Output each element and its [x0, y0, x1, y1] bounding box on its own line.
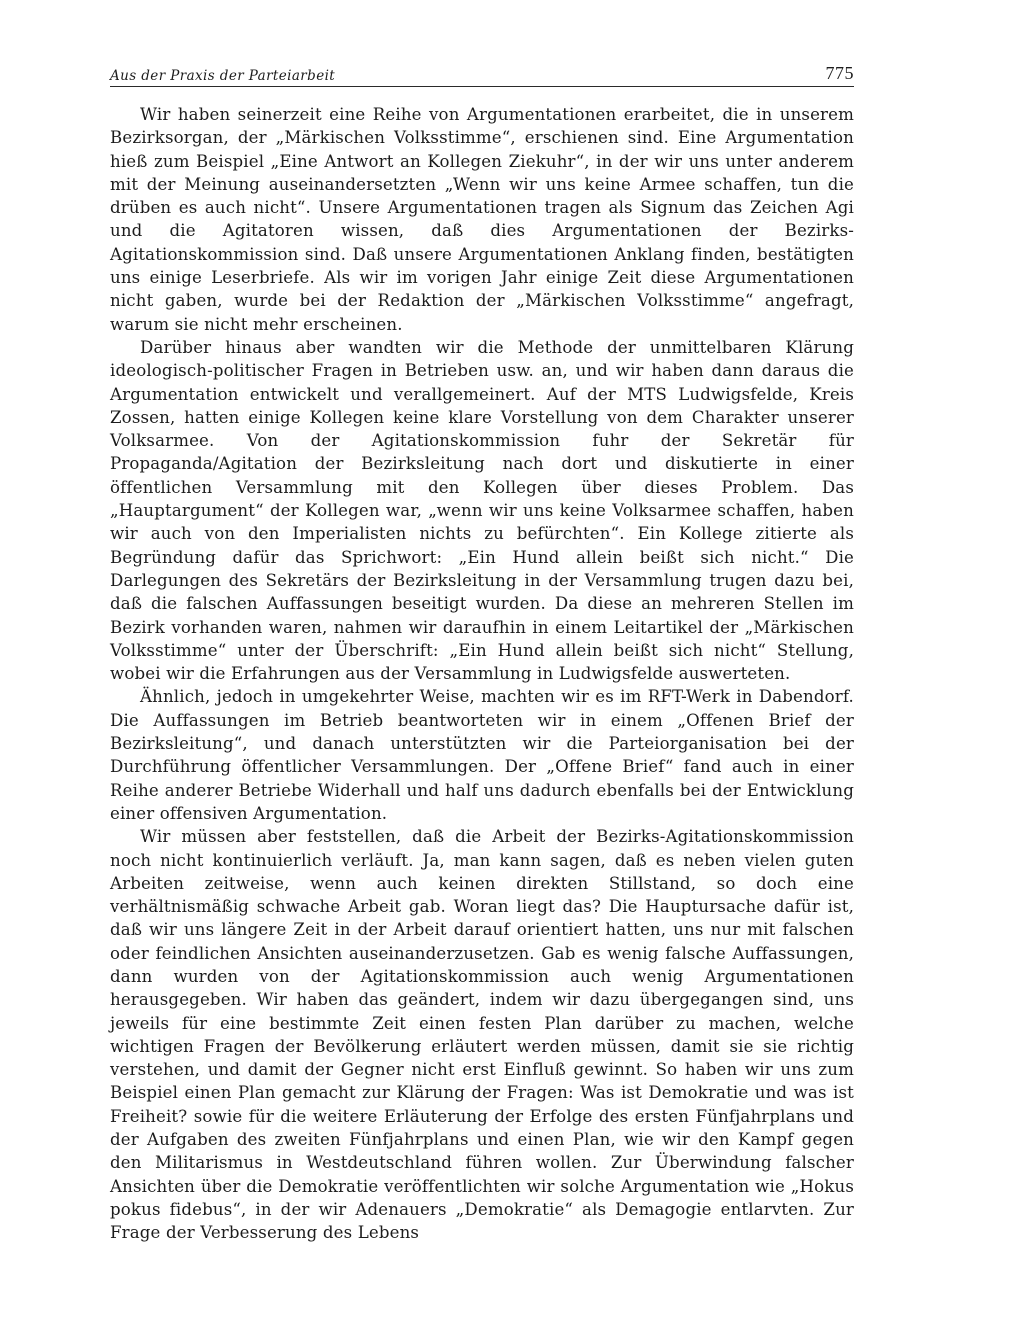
document-page [110, 58, 854, 1245]
paragraph: Ähnlich, jedoch in umgekehrter Weise, machten wir es im RFT-Werk in Dabendorf. Die Auffassungen im Betrieb beantworteten wir in einem „Offenen Brief der Bezirksleitung“, und danach unterstützten wir die Parteiorganisation bei der Durchführung öffentlicher Versammlungen. Der „Offene Brief“ fand auch in einer Reihe anderer Betriebe Widerhall und half uns dadurch ebenfalls bei der Entwicklung einer offensiven Argumentation. [110, 687, 854, 823]
header-title: Aus der Praxis der Parteiarbeit [110, 68, 336, 84]
body-text [110, 103, 854, 1245]
page-number: 775 [825, 63, 854, 83]
running-header [110, 58, 854, 87]
paragraph: Darüber hinaus aber wandten wir die Methode der unmittelbaren Klärung ideologisch-politischer Fragen in Betrieben usw. an, und wir haben dann daraus die Argumentation entwickelt und verallgemeinert. Auf der MTS Ludwigsfelde, Kreis Zossen, hatten einige Kollegen keine klare Vorstellung von dem Charakter unserer Volksarmee. Von der Agitationskommission fuhr der Sekretär für Propaganda/Agitation der Bezirksleitung nach dort und diskutierte in einer öffentlichen Versammlung mit den Kollegen über dieses Problem. Das „Hauptargument“ der Kollegen war, „wenn wir uns keine Volksarmee schaffen, haben wir auch von den Imperialisten nichts zu befürchten“. Ein Kollege zitierte als Begründung dafür das Sprichwort: „Ein Hund allein beißt sich nicht.“ Die Darlegungen des Sekretärs der Bezirksleitung in der Versammlung trugen dazu bei, daß die falschen Auffassungen beseitigt wurden. Da diese an mehreren Stellen im Bezirk vorhanden waren, nahmen wir daraufhin in einem Leitartikel der „Märkischen Volksstimme“ unter der Überschrift: „Ein Hund allein beißt sich nicht“ Stellung, wobei wir die Erfahrungen aus der Versammlung in Ludwigsfelde auswerteten. [110, 337, 854, 684]
paragraph: Wir haben seinerzeit eine Reihe von Argumentationen erarbeitet, die in unserem Bezirksorgan, der „Märkischen Volksstimme“, erschienen sind. Eine Argumentation hieß zum Beispiel „Eine Antwort an Kollegen Ziekuhr“, in der wir uns unter anderem mit der Meinung auseinandersetzten „Wenn wir uns keine Armee schaffen, tun die drüben es auch nicht“. Unsere Argumentationen tragen als Signum das Zeichen Agi und die Agitatoren wissen, daß dies Argumentationen der Bezirks-Agitationskommission sind. Daß unsere Argumentationen Anklang finden, bestätigten uns einige Leserbriefe. Als wir im vorigen Jahr einige Zeit diese Argumentationen nicht gaben, wurde bei der Redaktion der „Märkischen Volksstimme“ angefragt, warum sie nicht mehr erscheinen. [110, 105, 854, 334]
paragraph: Wir müssen aber feststellen, daß die Arbeit der Bezirks-Agitationskommission noch nicht kontinuierlich verläuft. Ja, man kann sagen, daß es neben vielen guten Arbeiten zeitweise, wenn auch keinen direkten Stillstand, so doch eine verhältnismäßig schwache Arbeit gab. Woran liegt das? Die Hauptursache dafür ist, daß wir uns längere Zeit in der Arbeit darauf orientiert hatten, uns nur mit falschen oder feindlichen Ansichten auseinanderzusetzen. Gab es wenig falsche Auffassungen, dann wurden von der Agitationskommission auch wenig Argumentationen herausgegeben. Wir haben das geändert, indem wir dazu übergegangen sind, uns jeweils für eine bestimmte Zeit einen festen Plan darüber zu machen, welche wichtigen Fragen der Bevölkerung erläutert werden müssen, damit sie sie richtig verstehen, und damit der Gegner nicht erst Einfluß gewinnt. So haben wir uns zum Beispiel einen Plan gemacht zur Klärung der Fragen: Was ist Demokratie und was ist Freiheit? sowie für die weitere Erläuterung der Erfolge des ersten Fünfjahrplans und der Aufgaben des zweiten Fünfjahrplans und einen Plan, wie wir den Kampf gegen den Militarismus in Westdeutschland führen wollen. Zur Überwindung falscher Ansichten über die Demokratie veröffentlichten wir solche Argumentation wie „Hokus pokus fidebus“, in der wir Adenauers „Demokratie“ als Demagogie entlarvten. Zur Frage der Verbesserung des Lebens [110, 827, 854, 1243]
